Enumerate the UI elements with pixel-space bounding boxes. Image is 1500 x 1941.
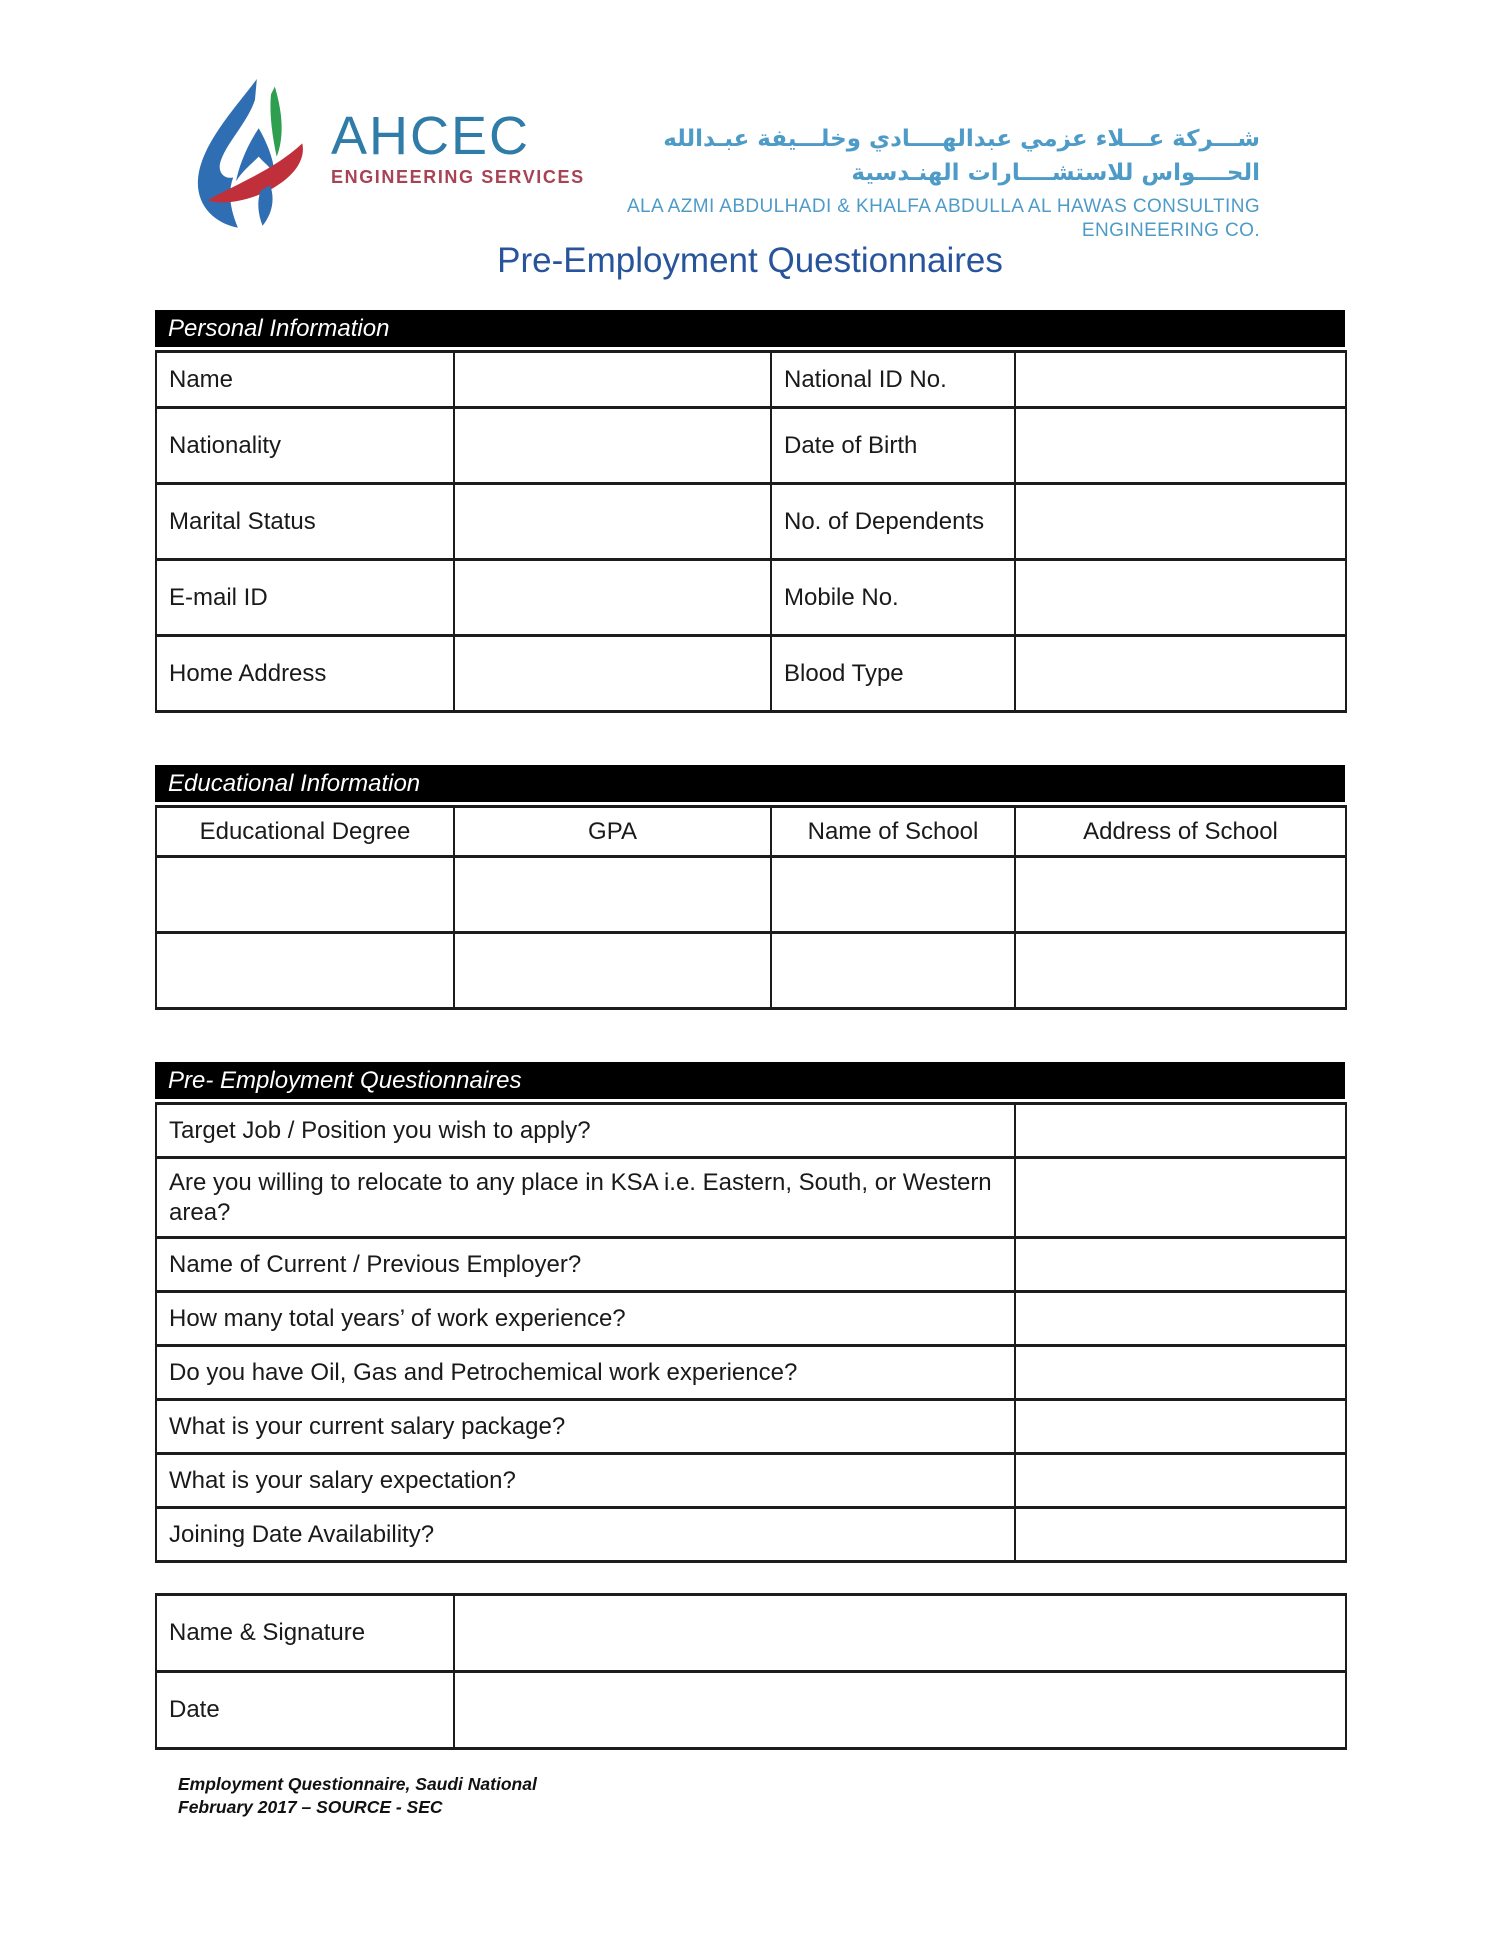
name-input-cell[interactable] xyxy=(454,352,771,408)
years-experience-question: How many total years’ of work experience? xyxy=(156,1292,1015,1346)
mobile-label: Mobile No. xyxy=(771,560,1015,636)
personal-information-section xyxy=(155,310,1345,713)
educational-degree-column-header: Educational Degree xyxy=(156,807,454,857)
name-label: Name xyxy=(156,352,454,408)
table-row xyxy=(156,1595,1346,1672)
marital-status-input-cell[interactable] xyxy=(454,484,771,560)
education-school-name-input-cell[interactable] xyxy=(771,933,1015,1009)
document-title: Pre-Employment Questionnaires xyxy=(497,241,1003,280)
name-signature-label: Name & Signature xyxy=(156,1595,454,1672)
dependents-label: No. of Dependents xyxy=(771,484,1015,560)
date-of-birth-input-cell[interactable] xyxy=(1015,408,1346,484)
table-header-row xyxy=(156,807,1346,857)
footer-doc-type: Employment Questionnaire, Saudi National xyxy=(178,1774,537,1794)
company-name-english: ALA AZMI ABDULHADI & KHALFA ABDULLA AL HAWAS CONSULTING ENGINEERING CO. xyxy=(626,196,1260,241)
education-school-name-input-cell[interactable] xyxy=(771,857,1015,933)
date-label: Date xyxy=(156,1672,454,1749)
document-footer xyxy=(178,1773,537,1819)
date-input-cell[interactable] xyxy=(454,1672,1346,1749)
educational-information-table xyxy=(155,805,1347,1010)
home-address-label: Home Address xyxy=(156,636,454,712)
relocate-ksa-question: Are you willing to relocate to any place in KSA i.e. Eastern, South, or Western area? xyxy=(156,1158,1015,1238)
logo-wordmark-block xyxy=(331,108,585,188)
company-name-arabic: شـــركة عـــلاء عزمي عبدالهــــادي وخلـــيفة عبـدالله الحــــواس للاستشــــارات الهنـدسية xyxy=(663,126,1260,186)
national-id-input-cell[interactable] xyxy=(1015,352,1346,408)
education-school-address-input-cell[interactable] xyxy=(1015,857,1346,933)
joining-date-question: Joining Date Availability? xyxy=(156,1508,1015,1562)
questionnaire-table xyxy=(155,1102,1347,1563)
target-job-answer-cell[interactable] xyxy=(1015,1104,1346,1158)
address-of-school-column-header: Address of School xyxy=(1015,807,1346,857)
target-job-question: Target Job / Position you wish to apply? xyxy=(156,1104,1015,1158)
oil-gas-experience-question: Do you have Oil, Gas and Petrochemical work experience? xyxy=(156,1346,1015,1400)
previous-employer-question: Name of Current / Previous Employer? xyxy=(156,1238,1015,1292)
education-gpa-input-cell[interactable] xyxy=(454,933,771,1009)
oil-gas-experience-answer-cell[interactable] xyxy=(1015,1346,1346,1400)
table-row xyxy=(156,408,1346,484)
educational-information-header: Educational Information xyxy=(155,765,1345,802)
personal-information-table xyxy=(155,350,1347,713)
mobile-input-cell[interactable] xyxy=(1015,560,1346,636)
current-salary-answer-cell[interactable] xyxy=(1015,1400,1346,1454)
company-name-block xyxy=(598,122,1260,243)
marital-status-label: Marital Status xyxy=(156,484,454,560)
educational-information-section xyxy=(155,765,1345,1010)
table-row xyxy=(156,1508,1346,1562)
ahcec-flame-logo-icon xyxy=(183,74,325,228)
logo-flame-green-path xyxy=(270,87,281,157)
joining-date-answer-cell[interactable] xyxy=(1015,1508,1346,1562)
education-gpa-input-cell[interactable] xyxy=(454,857,771,933)
table-row xyxy=(156,1238,1346,1292)
email-label: E-mail ID xyxy=(156,560,454,636)
nationality-label: Nationality xyxy=(156,408,454,484)
logo-subtitle: ENGINEERING SERVICES xyxy=(331,167,585,187)
table-row xyxy=(156,484,1346,560)
years-experience-answer-cell[interactable] xyxy=(1015,1292,1346,1346)
home-address-input-cell[interactable] xyxy=(454,636,771,712)
table-row xyxy=(156,857,1346,933)
logo-wordmark: AHCEC xyxy=(331,106,531,166)
table-row xyxy=(156,560,1346,636)
relocate-ksa-answer-cell[interactable] xyxy=(1015,1158,1346,1238)
date-of-birth-label: Date of Birth xyxy=(771,408,1015,484)
personal-information-header: Personal Information xyxy=(155,310,1345,347)
name-of-school-column-header: Name of School xyxy=(771,807,1015,857)
questionnaire-header: Pre- Employment Questionnaires xyxy=(155,1062,1345,1099)
gpa-column-header: GPA xyxy=(454,807,771,857)
footer-doc-version: February 2017 – SOURCE - SEC xyxy=(178,1797,443,1817)
table-row xyxy=(156,1292,1346,1346)
table-row xyxy=(156,1400,1346,1454)
table-row xyxy=(156,1672,1346,1749)
education-school-address-input-cell[interactable] xyxy=(1015,933,1346,1009)
table-row xyxy=(156,1158,1346,1238)
national-id-label: National ID No. xyxy=(771,352,1015,408)
blood-type-input-cell[interactable] xyxy=(1015,636,1346,712)
email-input-cell[interactable] xyxy=(454,560,771,636)
education-degree-input-cell[interactable] xyxy=(156,933,454,1009)
table-row xyxy=(156,1454,1346,1508)
education-degree-input-cell[interactable] xyxy=(156,857,454,933)
signature-section xyxy=(155,1593,1345,1750)
table-row xyxy=(156,352,1346,408)
current-salary-question: What is your current salary package? xyxy=(156,1400,1015,1454)
table-row xyxy=(156,1104,1346,1158)
table-row xyxy=(156,1346,1346,1400)
salary-expectation-question: What is your salary expectation? xyxy=(156,1454,1015,1508)
previous-employer-answer-cell[interactable] xyxy=(1015,1238,1346,1292)
table-row xyxy=(156,636,1346,712)
dependents-input-cell[interactable] xyxy=(1015,484,1346,560)
questionnaire-section xyxy=(155,1062,1345,1563)
nationality-input-cell[interactable] xyxy=(454,408,771,484)
name-signature-input-cell[interactable] xyxy=(454,1595,1346,1672)
table-row xyxy=(156,933,1346,1009)
signature-table xyxy=(155,1593,1347,1750)
salary-expectation-answer-cell[interactable] xyxy=(1015,1454,1346,1508)
blood-type-label: Blood Type xyxy=(771,636,1015,712)
